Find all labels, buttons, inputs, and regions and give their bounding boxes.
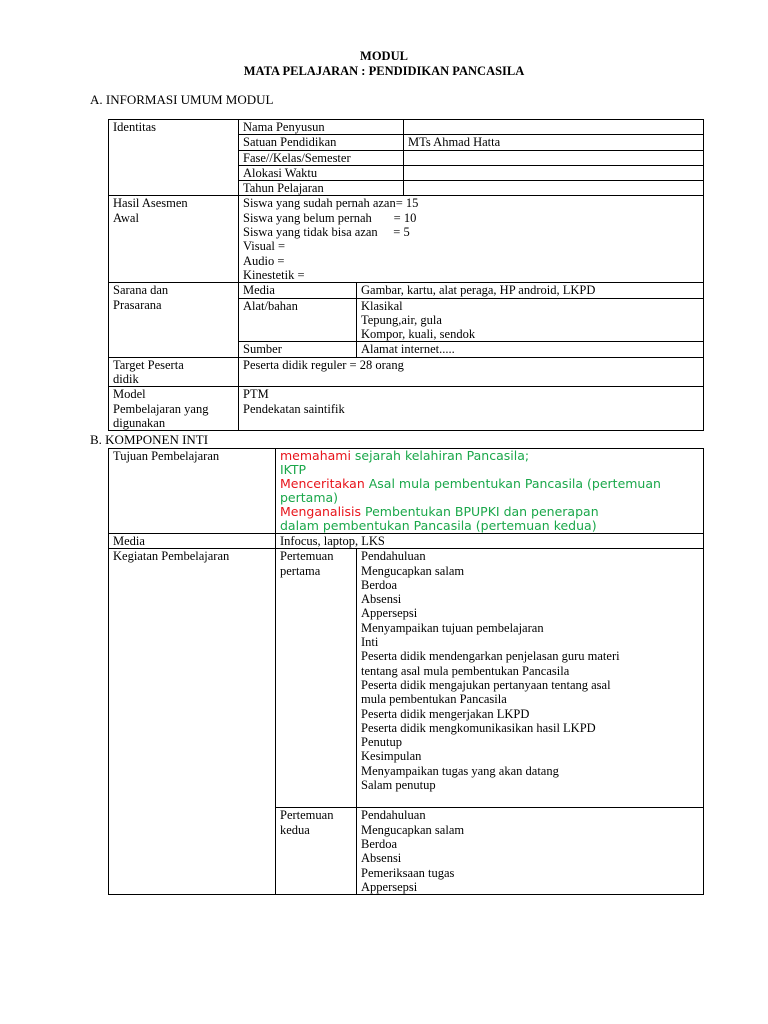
asesmen-line: Siswa yang belum pernah = 10 — [243, 210, 417, 225]
list-item: Pemeriksaan tugas — [361, 865, 455, 880]
pertemuan-label: Pertemuan — [280, 549, 334, 564]
identitas-value — [404, 120, 704, 135]
section-a-title: A. INFORMASI UMUM MODUL — [90, 92, 274, 107]
list-item: Peserta didik mendengarkan penjelasan guru materi — [361, 649, 620, 664]
target-label: didik — [113, 372, 139, 387]
model-values-cell — [239, 387, 704, 431]
sumber-value: Alamat internet..... — [357, 342, 704, 357]
target-label: Target Peserta — [113, 357, 184, 372]
identitas-label-cell — [109, 120, 239, 196]
identitas-value — [404, 150, 704, 165]
media-label: Media — [239, 283, 357, 298]
kegiatan-label: Kegiatan Pembelajaran — [109, 549, 276, 895]
list-item: Peserta didik mengajukan pertanyaan tentang asal — [361, 677, 611, 692]
alat-value: Klasikal — [361, 298, 403, 313]
list-item: Absensi — [361, 851, 402, 866]
informasi-umum-table — [108, 119, 704, 431]
iktp-verb: Menceritakan — [280, 476, 365, 491]
table-row — [109, 449, 704, 534]
doc-subtitle: MATA PELAJARAN : PENDIDIKAN PANCASILA — [243, 64, 525, 78]
asesmen-label-cell — [109, 196, 239, 283]
identitas-value — [404, 165, 704, 180]
table-row — [109, 283, 704, 298]
list-item: Absensi — [361, 592, 402, 607]
list-item: Salam penutup — [361, 778, 436, 793]
model-label: Pembelajaran yang — [113, 401, 209, 416]
identitas-field: Fase//Kelas/Semester — [239, 150, 404, 165]
list-item: Menyampaikan tugas yang akan datang — [361, 763, 559, 778]
asesmen-label: Awal — [113, 210, 139, 225]
list-item: Pendahuluan — [361, 549, 426, 564]
identitas-field: Nama Penyusun — [239, 120, 404, 135]
table-row — [109, 120, 704, 135]
list-item: tentang asal mula pembentukan Pancasila — [361, 663, 570, 678]
pertemuan-kedua-steps — [357, 808, 704, 895]
iktp-label: IKTP — [280, 462, 307, 477]
komponen-inti-table — [108, 448, 704, 895]
pertemuan-pertama-label-cell — [276, 549, 357, 808]
tujuan-text: sejarah kelahiran Pancasila; — [350, 448, 530, 463]
identitas-value — [404, 181, 704, 196]
tujuan-label: Tujuan Pembelajaran — [109, 449, 276, 534]
list-item: Mengucapkan salam — [361, 822, 465, 837]
list-item: Peserta didik mengerjakan LKPD — [361, 706, 530, 721]
asesmen-label: Hasil Asesmen — [113, 196, 188, 211]
list-item: Appersepsi — [361, 879, 418, 894]
pertemuan-label: kedua — [280, 822, 310, 837]
model-label: Model — [113, 387, 146, 402]
asesmen-line: Visual = — [243, 239, 286, 254]
asesmen-values-cell — [239, 196, 704, 283]
model-label-cell — [109, 387, 239, 431]
alat-value: Kompor, kuali, sendok — [361, 327, 476, 342]
table-row — [109, 357, 704, 387]
list-item: Pendahuluan — [361, 808, 426, 823]
sarana-label: Prasarana — [113, 297, 162, 312]
pertemuan-kedua-label-cell — [276, 808, 357, 895]
model-label: digunakan — [113, 415, 166, 430]
list-item: Appersepsi — [361, 606, 418, 621]
asesmen-line: Audio = — [243, 253, 285, 268]
target-label-cell — [109, 357, 239, 387]
asesmen-line: Siswa yang tidak bisa azan = 5 — [243, 225, 410, 240]
sarana-label: Sarana dan — [113, 283, 169, 298]
model-value: PTM — [243, 387, 269, 402]
target-value: Peserta didik reguler = 28 orang — [239, 357, 704, 387]
table-row — [109, 549, 704, 808]
alat-value: Tepung,air, gula — [361, 312, 442, 327]
identitas-field: Satuan Pendidikan — [239, 135, 404, 150]
list-item: Peserta didik mengkomunikasikan hasil LKPD — [361, 720, 596, 735]
list-item: Penutup — [361, 735, 402, 750]
tujuan-values-cell — [276, 449, 704, 534]
list-item: Menyampaikan tujuan pembelajaran — [361, 620, 544, 635]
iktp-text: dalam pembentukan Pancasila (pertemuan kedua) — [280, 518, 597, 533]
identitas-field: Alokasi Waktu — [239, 165, 404, 180]
identitas-value: MTs Ahmad Hatta — [404, 135, 704, 150]
list-item: Kesimpulan — [361, 749, 422, 764]
media-b-label: Media — [109, 534, 276, 549]
iktp-verb: Menganalisis — [280, 504, 362, 519]
pertemuan-pertama-steps — [357, 549, 704, 808]
asesmen-line: Siswa yang sudah pernah azan= 15 — [243, 196, 419, 211]
list-item: Inti — [361, 635, 379, 650]
media-b-value: Infocus, laptop, LKS — [276, 534, 704, 549]
iktp-text: Pembentukan BPUPKI dan penerapan — [361, 504, 599, 519]
list-item: Mengucapkan salam — [361, 563, 465, 578]
list-item: Berdoa — [361, 836, 398, 851]
doc-title: MODUL — [360, 49, 408, 63]
section-b-title: B. KOMPONEN INTI — [90, 432, 209, 447]
identitas-field: Tahun Pelajaran — [239, 181, 404, 196]
tujuan-verb: memahami — [280, 448, 351, 463]
iktp-text: Asal mula pembentukan Pancasila (pertemuan — [364, 476, 661, 491]
sarana-label-cell — [109, 283, 239, 357]
pertemuan-label: Pertemuan — [280, 808, 334, 823]
alat-label: Alat/bahan — [239, 298, 357, 342]
identitas-label: Identitas — [113, 120, 157, 134]
table-row — [109, 387, 704, 431]
sumber-label: Sumber — [239, 342, 357, 357]
iktp-text: pertama) — [280, 490, 339, 505]
alat-values-cell — [357, 298, 704, 342]
table-row — [109, 196, 704, 283]
media-value: Gambar, kartu, alat peraga, HP android, LKPD — [357, 283, 704, 298]
list-item: Berdoa — [361, 577, 398, 592]
asesmen-line: Kinestetik = — [243, 267, 305, 282]
pertemuan-label: pertama — [280, 563, 321, 578]
table-row — [109, 534, 704, 549]
model-value: Pendekatan saintifik — [243, 401, 345, 416]
list-item: mula pembentukan Pancasila — [361, 692, 507, 707]
